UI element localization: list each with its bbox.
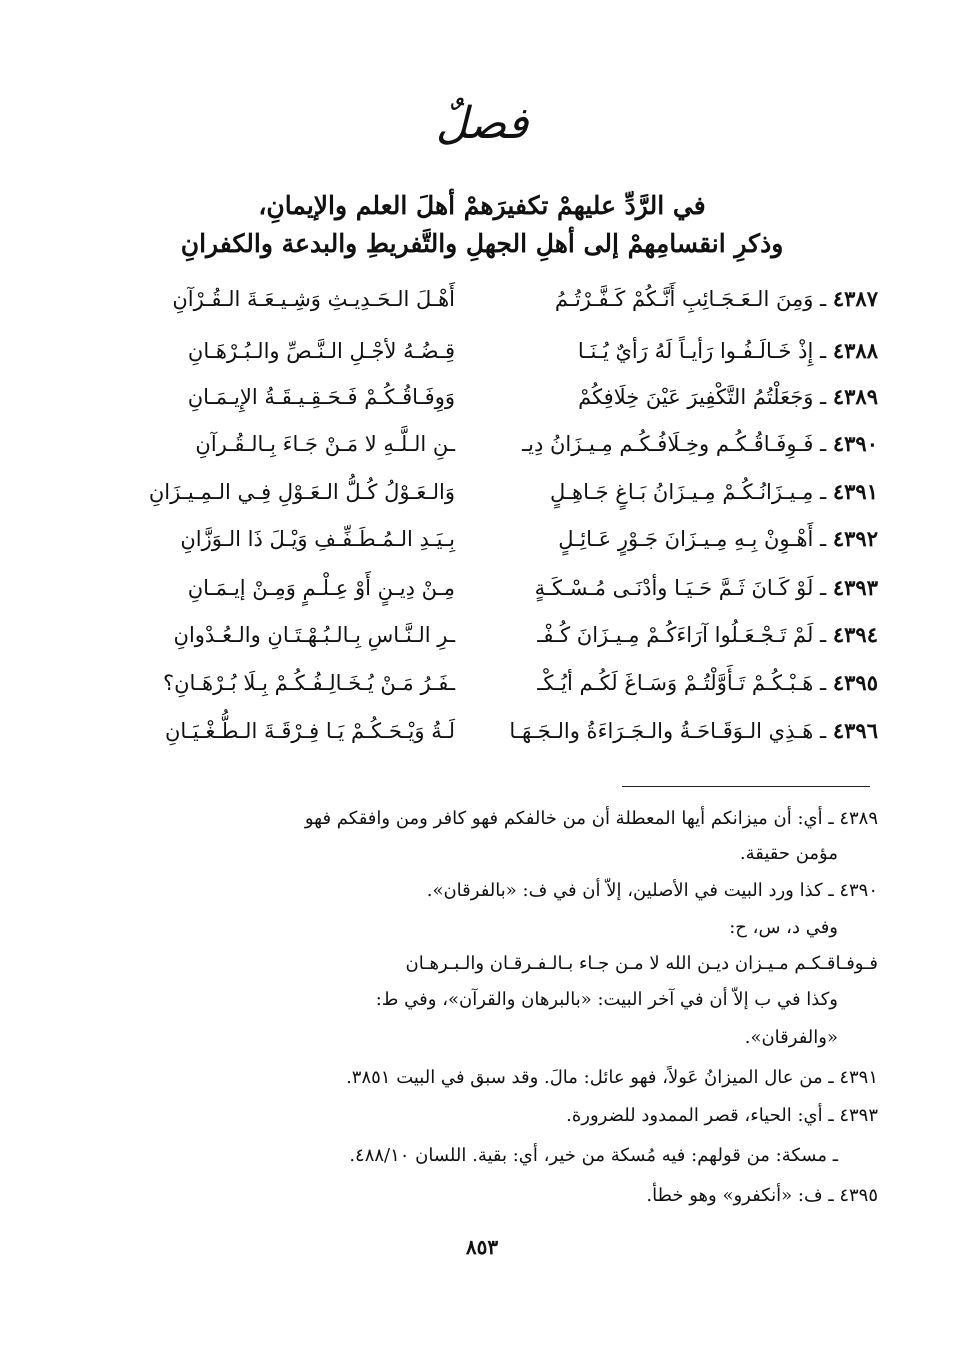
verse-number: ٤٣٩٢	[832, 526, 878, 551]
verse-number: ٤٣٩٣	[832, 575, 878, 600]
verse-number: ٤٣٩٠	[832, 431, 878, 456]
verse-second-hemistich: ـرِ الـنَّـاسِ بِـالـبُـهْـتَـانِ والـعُـدْوانِ	[173, 623, 455, 647]
heading-line-1: في الرَّدِّ عليهمْ تكفيرَهمْ أهلَ العلم والإيمانِ،	[258, 191, 706, 220]
footnote-4390: ٤٣٩٠ ـ كذا ورد البيت في الأصلين، إلاّ أن في ف: «بالفرقان».	[426, 880, 878, 901]
verse-first-text: إِذْ خَـالَـفُـوا رَأيـاً لَهُ رَأيٌ يُـنَـا	[577, 339, 814, 363]
verse-first-text: لَوْ كَـانَ ثَـمَّ حَـيَـا وأدْنَـى مُـسْـكَـةٍ	[534, 576, 814, 600]
verse-4389	[80, 378, 878, 416]
verse-second-hemistich: مِـنْ دِيـنٍ أَوْ عِـلْـمٍ وَمِـنْ إيـمَـانِ	[187, 576, 455, 600]
verse-first-text: أَهْـوِنْ بِـهِ مِـيـزَانَ جَـوْرٍ عَـائِـلٍ	[558, 527, 814, 551]
verse-first-hemistich: ٤٣٨٩ ـ وَجَعَلْتُمُ التَّكْفِيرَ عَيْنَ خِلَافِكُمْ	[578, 384, 878, 409]
verse-second-hemistich: لَـةُ وَيْـحَـكُـمْ يَـا فِـرْقَـةَ الـطُّـغْـيَـانِ	[164, 719, 455, 743]
verse-number: ٤٣٨٨	[832, 338, 878, 363]
verse-first-text: هَـبْـكُـمْ تَـأَوَّلْتُـمْ وَسَـاغَ لَكُـم أيُـكْـ	[537, 671, 814, 695]
verse-number: ٤٣٨٩	[832, 384, 878, 409]
verse-4393	[80, 569, 878, 607]
verse-first-text: مِـيـزَانُـكُـمْ مِـيـزَانُ بَـاغٍ جَـاهِـلٍ	[549, 480, 814, 504]
footnote-4395: ٤٣٩٥ ـ ف: «أنكفرو» وهو خطأ.	[646, 1185, 878, 1206]
verse-second-hemistich: بِـيَـدِ الـمُـطَـفِّـفِ وَيْـلَ ذَا الـوَزَّانِ	[180, 527, 455, 551]
verse-first-text: وَمِنَ الـعَـجَـائِبِ أَنَّـكُمْ كَـفَّـرْتُـمُ	[554, 287, 814, 311]
verse-4396	[80, 712, 878, 750]
footnote-4390-note-end: «والفرقان».	[744, 1027, 838, 1048]
verse-second-hemistich: أَهْـلَ الـحَـدِيـثِ وَشِـيـعَـةَ الـقُـرْآنِ	[172, 287, 455, 311]
verse-second-hemistich: قِـضُـهُ لأجْـلِ الـنَّـصِّ والـبُـرْهَـانِ	[187, 339, 455, 363]
verse-number: ٤٣٨٧	[832, 286, 878, 311]
verse-number: ٤٣٩١	[832, 479, 878, 504]
verse-first-text: فَـوِفَـاقُـكُـم وخِـلَافُـكُـم مِـيـزَانُ دِيـ	[521, 432, 814, 456]
verse-first-text: وَجَعَلْتُمُ التَّكْفِيرَ عَيْنَ خِلَافِكُمْ	[578, 385, 814, 409]
verse-4390	[80, 425, 878, 463]
verse-first-hemistich: ٤٣٩٢ ـ أَهْـوِنْ بِـهِ مِـيـزَانَ جَـوْرٍ عَـائِـلٍ	[558, 526, 878, 551]
verse-4388	[80, 332, 878, 370]
verse-number: ٤٣٩٥	[832, 670, 878, 695]
footnote-separator	[622, 786, 870, 787]
verse-4394	[80, 616, 878, 654]
verse-first-hemistich: ٤٣٩٦ ـ هَـذِي الـوَقَـاحَـةُ والـجَـرَاءَةُ والـجَـهَـا	[509, 718, 878, 743]
verse-first-hemistich: ٤٣٨٧ ـ وَمِنَ الـعَـجَـائِبِ أَنَّـكُمْ كَـفَّـرْتُـمُ	[554, 286, 878, 311]
verse-second-hemistich: ـنِ الـلَّـهِ لا مَـنْ جَـاءَ بِـالـقُـرآنِ	[195, 432, 455, 456]
verse-4387	[80, 280, 878, 318]
verse-first-hemistich: ٤٣٩٤ ـ لَمْ تَـجْـعَـلُوا آرَاءَكُـمْ مِـيـزَانَ كُـفْـ	[537, 622, 878, 647]
verse-first-hemistich: ٤٣٩٣ ـ لَوْ كَـانَ ثَـمَّ حَـيَـا وأدْنَـى مُـسْـكَـةٍ	[534, 575, 878, 600]
footnote-4389-continuation: مؤمن حقيقة.	[739, 843, 838, 864]
footnote-4390-note: وكذا في ب إلاّ أن في آخر البيت: «بالبرهان والقرآن»، وفي ط:	[375, 989, 838, 1010]
footnote-4391: ٤٣٩١ ـ من عال الميزانُ عَولاً، فهو عائل: مالَ. وقد سبق في البيت ٣٨٥١.	[346, 1067, 878, 1088]
page-number: ٨٥٣	[465, 1235, 499, 1259]
verse-first-text: لَمْ تَـجْـعَـلُوا آرَاءَكُـمْ مِـيـزَانَ كُـفْـ	[537, 623, 814, 647]
verse-4391	[80, 473, 878, 511]
verse-second-hemistich: وَالـعَـوْلُ كُـلُّ الـعَـوْلِ فِـي الـمِـيـزَانِ	[148, 480, 455, 504]
footnote-4390-variant-label: وفي د، س، ح:	[729, 917, 838, 938]
verse-second-hemistich: وَوِفَـاقُـكُـمْ فَـحَـقِـيـقَـةُ الإِيـمَـانِ	[187, 385, 455, 409]
footnote-4393-musk: ـ مسكة: من قولهم: فيه مُسكة من خير، أي: بقية. اللسان ٤٨٨/١٠.	[349, 1145, 838, 1166]
verse-second-hemistich: ـفَـرُ مَـنْ يُـخَـالِـفُـكُـمْ بِـلَا بُـرْهَـانِ؟	[162, 671, 455, 695]
heading-line-2: وذكرِ انقسامِهمْ إلى أهلِ الجهلِ والتَّفريطِ والبدعة والكفرانِ	[180, 229, 784, 258]
verse-first-hemistich: ٤٣٩٥ ـ هَـبْـكُـمْ تَـأَوَّلْتُـمْ وَسَـاغَ لَكُـم أيُـكْـ	[537, 670, 878, 695]
verse-first-hemistich: ٤٣٨٨ ـ إِذْ خَـالَـفُـوا رَأيـاً لَهُ رَأيٌ يُـنَـا	[577, 338, 878, 363]
verse-4392	[80, 520, 878, 558]
verse-4395	[80, 664, 878, 702]
verse-first-hemistich: ٤٣٩٠ ـ فَـوِفَـاقُـكُـم وخِـلَافُـكُـم مِـيـزَانُ دِيـ	[521, 431, 878, 456]
verse-first-text: هَـذِي الـوَقَـاحَـةُ والـجَـرَاءَةُ والـجَـهَـا	[509, 719, 814, 743]
footnote-4393: ٤٣٩٣ ـ أي: الحياء، قصر الممدود للضرورة.	[566, 1105, 878, 1126]
verse-first-hemistich: ٤٣٩١ ـ مِـيـزَانُـكُـمْ مِـيـزَانُ بَـاغٍ جَـاهِـلٍ	[549, 479, 878, 504]
verse-number: ٤٣٩٦	[832, 718, 878, 743]
footnote-4390-variant-verse: فـوفـاقـكـم مـيـزان ديـن الله لا مـن جـاء بـالـفـرقـان والـبـرهـان	[405, 953, 878, 974]
verse-number: ٤٣٩٤	[832, 622, 878, 647]
footnote-4389: ٤٣٨٩ ـ أي: أن ميزانكم أيها المعطلة أن من خالفكم فهو كافر ومن وافقكم فهو	[304, 808, 878, 829]
chapter-title: فصلٌ	[435, 98, 529, 149]
